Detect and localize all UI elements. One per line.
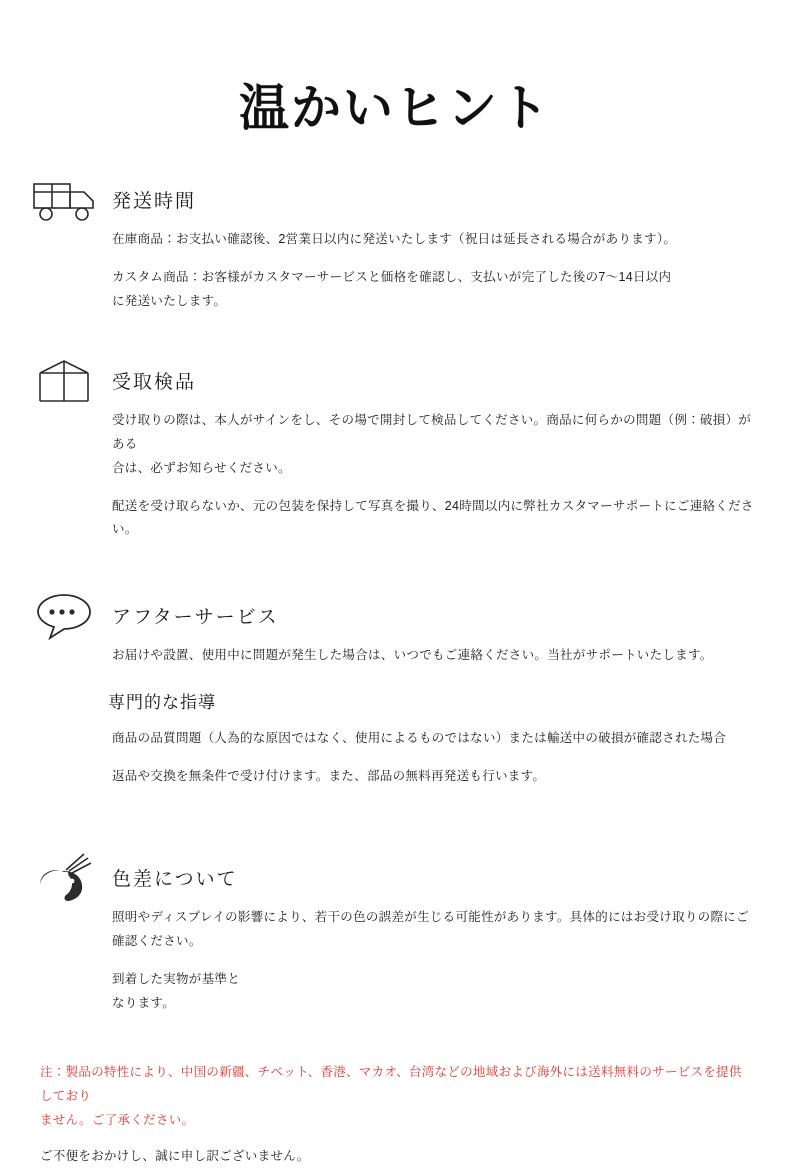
section-body: [112, 228, 760, 313]
body-line: に発送いたします。: [112, 290, 760, 314]
notice-line-red: 注：製品の特性により、中国の新疆、チベット、香港、マカオ、台湾などの地域および海外には送料無料のサービスを提供しており: [40, 1061, 754, 1109]
body-line: 合は、必ずお知らせください。: [112, 457, 760, 481]
section-header: [112, 363, 760, 403]
body-line: お届けや設置、使用中に問題が発生した場合は、いつでもご連絡ください。当社がサポートいたします。: [112, 644, 760, 668]
body-line: なります。: [112, 992, 760, 1016]
section-title: 発送時間: [112, 191, 196, 214]
shipping-notice: [0, 1061, 790, 1168]
section-header: [112, 182, 760, 222]
package-box-icon: [30, 355, 106, 411]
section-subtitle: 専門的な指導: [108, 688, 760, 713]
body-line: 返品や交換を無条件で受け付けます。また、部品の無料再発送も行います。: [112, 765, 760, 789]
section-body: [112, 906, 760, 1015]
body-line: 照明やディスプレイの影響により、若干の色の誤差が生じる可能性があります。具体的にはお受け取りの際にご確認ください。: [112, 906, 760, 954]
body-line: カスタム商品：お客様がカスタマーサービスと価格を確認し、支払いが完了した後の7〜14日以内: [112, 266, 760, 290]
truck-icon: [30, 174, 106, 230]
section-shipping-time: [0, 182, 790, 313]
section-header: [112, 598, 760, 638]
notice-line-red: ません。ご了承ください。: [40, 1109, 754, 1133]
body-line: 配送を受け取らないか、元の包装を保持して写真を撮り、24時間以内に弊社カスタマーサポートにご連絡ください。: [112, 495, 760, 543]
section-body: [112, 644, 760, 788]
section-after-service: [0, 598, 790, 788]
page-title: 温かいヒント: [0, 0, 790, 148]
notice-line-apology: ご不便をおかけし、誠に申し訳ございません。: [40, 1145, 754, 1168]
section-title: 受取検品: [112, 372, 196, 395]
body-line: 到着した実物が基準と: [112, 968, 760, 992]
body-line: 在庫商品：お支払い確認後、2営業日以内に発送いたします（祝日は延長される場合があります）。: [112, 228, 760, 252]
section-title: アフターサービス: [112, 607, 279, 630]
section-header: [112, 860, 760, 900]
body-line: 受け取りの際は、本人がサインをし、その場で開封して検品してください。商品に何らかの問題（例：破損）がある: [112, 409, 760, 457]
palette-icon: [30, 852, 106, 908]
section-title: 色差について: [112, 869, 238, 892]
section-body: [112, 409, 760, 542]
body-line: 商品の品質問題（人為的な原因ではなく、使用によるものではない）または輸送中の破損が確認された場合: [112, 727, 760, 751]
chat-bubble-icon: [30, 590, 106, 646]
section-receipt-inspection: [0, 363, 790, 542]
section-color-difference: [0, 860, 790, 1015]
